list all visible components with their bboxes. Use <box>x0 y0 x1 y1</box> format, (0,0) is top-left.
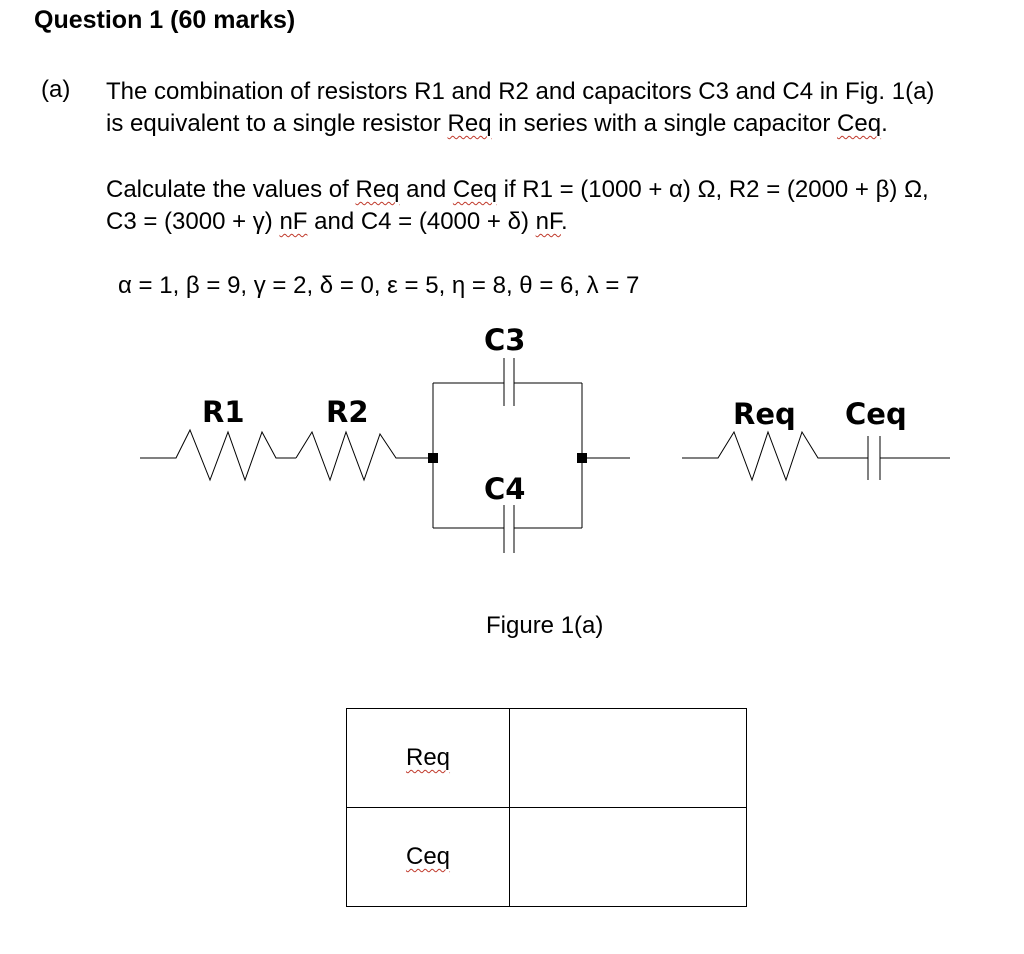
capacitor-c3-symbol <box>504 358 514 406</box>
label-c3: C3 <box>484 323 526 357</box>
capacitor-ceq-symbol <box>868 436 880 480</box>
resistor-r1-symbol <box>140 430 296 480</box>
parameter-values: α = 1, β = 9, γ = 2, δ = 0, ε = 5, η = 8, θ = 6, λ = 7 <box>118 272 640 299</box>
req-term: Req <box>355 176 400 203</box>
capacitor-c4-symbol <box>504 505 514 553</box>
ceq-term: Ceq <box>452 176 497 203</box>
table-row <box>347 808 747 907</box>
label-r1: R1 <box>202 395 245 429</box>
paragraph2-line2: C3 = (3000 + γ) nF and C4 = (4000 + δ) nF. <box>106 208 568 235</box>
table-cell-label: Req <box>347 709 510 808</box>
node-left <box>428 453 438 463</box>
label-req: Req <box>733 397 796 431</box>
ceq-term: Ceq <box>837 110 882 137</box>
paragraph1-line1: The combination of resistors R1 and R2 and capacitors C3 and C4 in Fig. 1(a) <box>106 78 935 105</box>
unit-nf: nF <box>279 208 308 235</box>
table-cell-label: Ceq <box>347 808 510 907</box>
table-row <box>347 709 747 808</box>
unit-nf: nF <box>535 208 561 235</box>
resistor-r2-symbol <box>296 432 433 480</box>
label-ceq: Ceq <box>845 397 907 431</box>
part-label: (a) <box>41 76 71 103</box>
ceq-answer-cell[interactable] <box>510 808 747 907</box>
figure-caption: Figure 1(a) <box>486 612 604 639</box>
label-c4: C4 <box>484 472 526 506</box>
label-r2: R2 <box>326 395 369 429</box>
paragraph1-line2: is equivalent to a single resistor Req in series with a single capacitor Ceq. <box>106 110 888 137</box>
node-right <box>577 453 587 463</box>
answer-table <box>346 708 747 907</box>
req-term: Req <box>447 110 492 137</box>
paragraph2-line1: Calculate the values of Req and Ceq if R1 = (1000 + α) Ω, R2 = (2000 + β) Ω, <box>106 176 929 203</box>
req-answer-cell[interactable] <box>510 709 747 808</box>
resistor-req-symbol <box>682 432 868 480</box>
question-title: Question 1 (60 marks) <box>34 6 296 34</box>
